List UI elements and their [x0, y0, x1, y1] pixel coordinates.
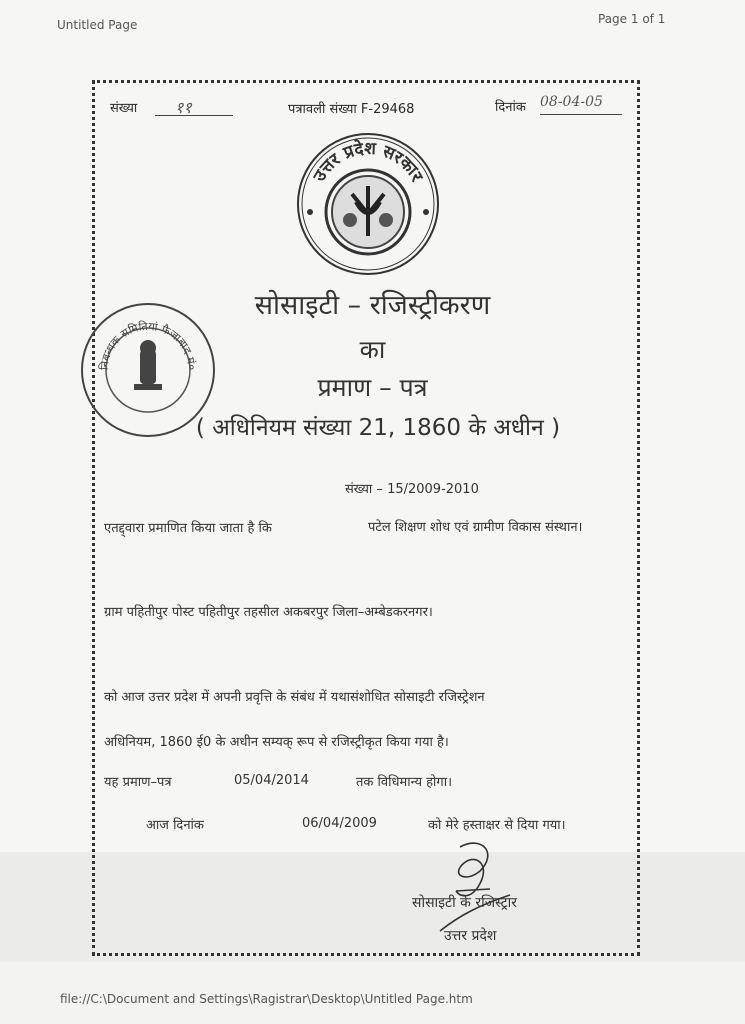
registration-paragraph-line1: को आज उत्तर प्रदेश में अपनी प्रवृत्ति के संबंध में यथासंशोधित सोसाइटी रजिस्ट्रेशन — [104, 690, 485, 705]
registrar-signature — [420, 835, 530, 935]
certificate-subtitle: प्रमाण – पत्र — [317, 373, 428, 402]
registrar-state: उत्तर प्रदेश — [444, 928, 497, 944]
issue-suffix: को मेरे हस्ताक्षर से दिया गया। — [428, 818, 566, 833]
serial-value: ११ — [155, 96, 233, 116]
registration-number: संख्या – 15/2009-2010 — [345, 482, 479, 497]
issue-prefix: आज दिनांक — [146, 818, 204, 833]
registrar-title: सोसाइटी के रजिस्ट्रार — [412, 895, 517, 911]
certificate-title: सोसाइटी – रजिस्ट्रीकरण — [254, 290, 491, 321]
validity-label: यह प्रमाण–पत्र — [104, 775, 172, 790]
serial-label: संख्या — [110, 101, 138, 116]
seal-text: निबन्धक समितियां फैजाबाद मं० — [97, 319, 199, 371]
signature-graphic — [420, 835, 530, 935]
issue-date: 06/04/2009 — [302, 816, 377, 831]
society-name: पटेल शिक्षण शोध एवं ग्रामीण विकास संस्थान। — [368, 520, 583, 535]
file-number: पत्रावली संख्या F-29468 — [288, 102, 415, 117]
validity-date: 05/04/2014 — [234, 773, 309, 788]
print-header-page-count: Page 1 of 1 — [598, 12, 666, 26]
registration-paragraph-line2: अधिनियम, 1860 ई0 के अधीन सम्यक् रूप से रजिस्ट्रीकृत किया गया है। — [104, 735, 449, 750]
date-label: दिनांक — [495, 100, 526, 115]
validity-suffix: तक विधिमान्य होगा। — [356, 775, 453, 790]
title-connector: का — [359, 335, 386, 364]
date-value: 08-04-05 — [540, 94, 622, 115]
act-reference: ( अधिनियम संख्या 21, 1860 के अधीन ) — [195, 415, 561, 441]
emblem-text: उत्तर प्रदेश सरकार — [309, 138, 427, 186]
emblem-graphic — [296, 132, 440, 276]
print-header-title: Untitled Page — [57, 18, 138, 32]
print-footer-file-path: file://C:\Document and Settings\Ragistrar\Desktop\Untitled Page.htm — [60, 992, 473, 1006]
up-government-emblem — [296, 132, 440, 276]
certify-text: एतद्द्वारा प्रमाणित किया जाता है कि — [104, 521, 272, 536]
society-address: ग्राम पहितीपुर पोस्ट पहितीपुर तहसील अकबरपुर जिला–अम्बेडकरनगर। — [104, 605, 433, 620]
